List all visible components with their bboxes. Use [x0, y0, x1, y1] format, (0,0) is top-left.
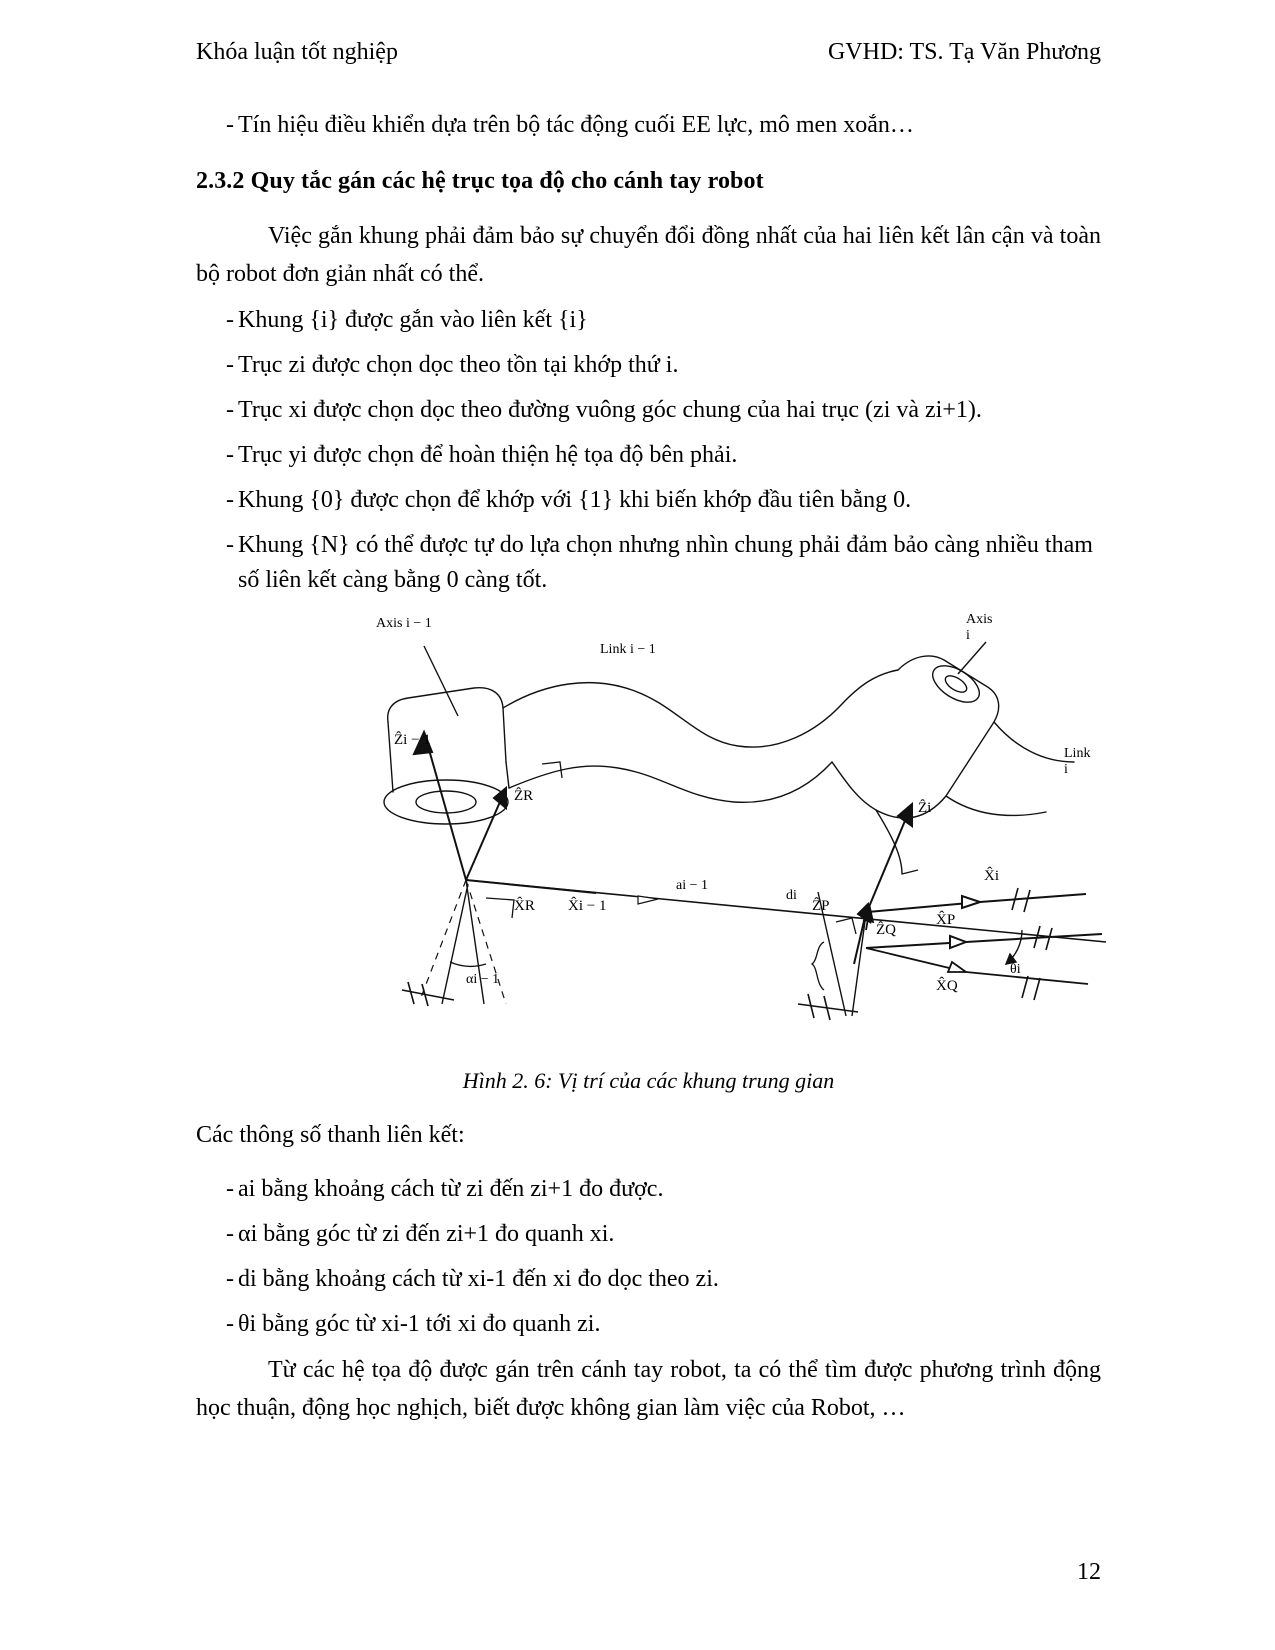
params-intro-text: Các thông số thanh liên kết:: [196, 1122, 465, 1148]
list-item-param-d: [196, 1262, 1101, 1297]
figure-label-x-hat-r: X̂R: [514, 898, 535, 914]
list-item-rule-5: [196, 483, 1101, 518]
bullet-dash: -: [226, 112, 234, 138]
list-item-rule-2: [196, 348, 1101, 383]
figure-label-x-hat-i: X̂i: [984, 868, 999, 884]
bullet-dash: -: [226, 442, 234, 468]
bullet-dash: -: [226, 532, 234, 558]
figure-label-x-hat-p: X̂P: [936, 912, 956, 928]
figure-label-a-i-minus-1: ai − 1: [676, 878, 708, 893]
intro-paragraph: [196, 218, 1101, 294]
bullet-dash: -: [226, 307, 234, 333]
list-item-param-theta: [196, 1307, 1101, 1342]
bullet-dash: -: [226, 1311, 234, 1337]
bullet-dash: -: [226, 397, 234, 423]
page-number: 12: [1077, 1559, 1101, 1585]
list-item-param-alpha: [196, 1217, 1101, 1252]
bullet-dash: -: [226, 1221, 234, 1247]
bullet-text: θi bằng góc từ xi-1 tới xi đo quanh zi.: [238, 1311, 601, 1337]
list-item-rule-3: [196, 393, 1101, 428]
bullet-text: ai bằng khoảng cách từ zi đến zi+1 đo được.: [238, 1176, 664, 1202]
bullet-text: di bằng khoảng cách từ xi-1 đến xi đo dọc theo zi.: [238, 1266, 719, 1292]
bullet-text: Trục xi được chọn dọc theo đường vuông góc chung của hai trục (zi và zi+1).: [238, 397, 982, 423]
bullet-text: αi bằng góc từ zi đến zi+1 đo quanh xi.: [238, 1221, 615, 1247]
list-item-rule-4: [196, 438, 1101, 473]
header-left-text: Khóa luận tốt nghiệp: [196, 39, 398, 65]
bullet-dash: -: [226, 1266, 234, 1292]
figure-label-link-i: Link i: [1064, 746, 1091, 777]
figure-caption: Hình 2. 6: Vị trí của các khung trung gian: [462, 1068, 835, 1093]
bullet-text: Khung {0} được chọn để khớp với {1} khi biến khớp đầu tiên bằng 0.: [238, 487, 912, 513]
bullet-dash: -: [226, 1176, 234, 1202]
figure-label-link-i-minus-1: Link i − 1: [600, 642, 656, 657]
figure-intermediate-frames: [346, 612, 1091, 1032]
figure-label-axis-i-minus-1: Axis i − 1: [376, 616, 432, 631]
closing-paragraph: [196, 1352, 1101, 1428]
page-content: [196, 0, 1101, 1650]
list-item-rule-6: [196, 528, 1101, 598]
bullet-text: Tín hiệu điều khiển dựa trên bộ tác động cuối EE lực, mô men xoắn…: [238, 112, 914, 138]
bullet-text: Trục yi được chọn để hoàn thiện hệ tọa độ bên phải.: [238, 442, 738, 468]
figure-label-x-hat-q: X̂Q: [936, 978, 958, 994]
bullet-text: Khung {N} có thể được tự do lựa chọn nhưng nhìn chung phải đảm bảo càng nhiều tham số liên kết càng bằng 0 càng tốt.: [238, 532, 1093, 593]
bullet-dash: -: [226, 352, 234, 378]
figure-label-axis-i: Axis i: [966, 612, 993, 643]
bullet-text: Trục zi được chọn dọc theo tồn tại khớp thứ i.: [238, 352, 679, 378]
bullet-dash: -: [226, 487, 234, 513]
figure-label-z-hat-q: ẐQ: [876, 922, 896, 938]
figure-label-x-hat-i-minus-1: X̂i − 1: [568, 898, 607, 914]
figure-label-z-hat-i-minus-1: Ẑi − 1: [394, 732, 431, 748]
list-item-intro-signal: [196, 108, 1101, 143]
figure-label-d-i: di: [786, 888, 797, 903]
figure-label-z-hat-p: ẐP: [812, 898, 830, 914]
header-right-text: GVHD: TS. Tạ Văn Phương: [827, 39, 1101, 65]
section-heading: 2.3.2 Quy tắc gán các hệ trục tọa độ cho cánh tay robot: [196, 168, 764, 194]
bullet-text: Khung {i} được gắn vào liên kết {i}: [238, 307, 588, 333]
figure-label-alpha-i-minus-1: αi − 1: [466, 972, 500, 987]
closing-paragraph-text: Từ các hệ tọa độ được gán trên cánh tay robot, ta có thể tìm được phương trình động học thuận, động học nghịch, biết được không gian làm việc của Robot, …: [196, 1357, 1101, 1421]
figure-label-z-hat-i: Ẑi: [918, 800, 932, 816]
intro-paragraph-text: Việc gắn khung phải đảm bảo sự chuyển đổi đồng nhất của hai liên kết lân cận và toàn bộ robot đơn giản nhất có thể.: [196, 223, 1101, 287]
figure-drawing: [346, 612, 1146, 1032]
figure-label-z-hat-r: ẐR: [514, 788, 534, 804]
figure-label-theta-i: θi: [1010, 962, 1021, 977]
list-item-param-a: [196, 1172, 1101, 1207]
running-header: [196, 38, 1101, 67]
list-item-rule-1: [196, 303, 1101, 338]
